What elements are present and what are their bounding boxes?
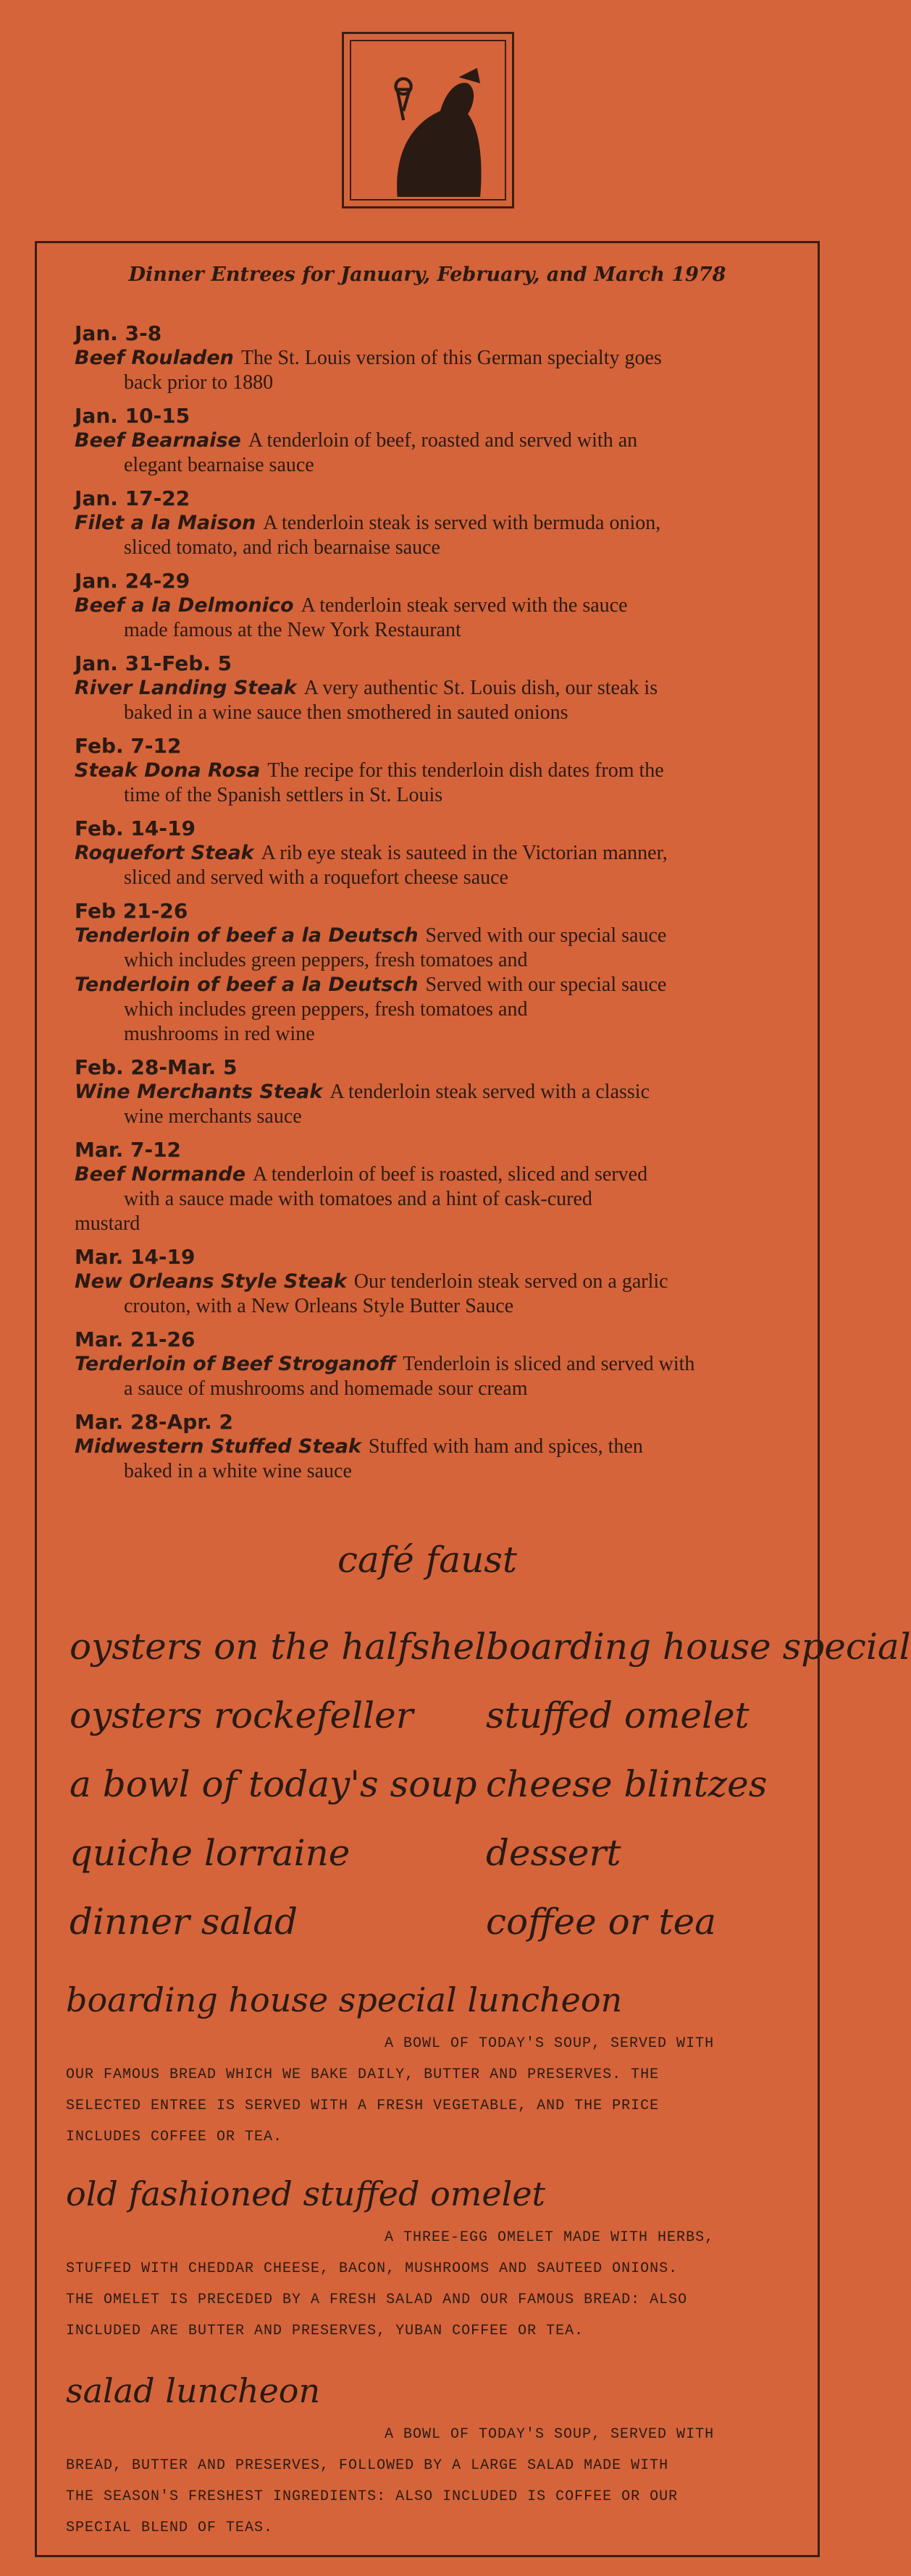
dish-desc: mushrooms in red wine bbox=[124, 1023, 315, 1045]
entry bbox=[75, 321, 799, 395]
special-title: old fashioned stuffed omelet bbox=[66, 2174, 546, 2213]
logo-frame bbox=[350, 40, 506, 200]
dish-name: Tenderloin of beef a la Deutsch bbox=[75, 924, 419, 947]
dish-desc: Our tenderloin steak served on a garlic bbox=[353, 1270, 668, 1293]
waiter-logo-icon bbox=[351, 41, 505, 199]
dish-name: New Orleans Style Steak bbox=[75, 1270, 347, 1293]
dish-name: Beef Rouladen bbox=[75, 347, 234, 369]
special-text: A BOWL OF TODAY'S SOUP, SERVED WITH bbox=[385, 2035, 715, 2052]
cafe-item: dessert bbox=[486, 1832, 621, 1874]
entry bbox=[75, 1055, 799, 1129]
dinner-title: Dinner Entrees for January, February, and March 1978 bbox=[128, 263, 726, 286]
cafe-item: boarding house special bbox=[486, 1626, 911, 1668]
dish-name: Terderloin of Beef Stroganoff bbox=[75, 1353, 396, 1375]
dish-desc: made famous at the New York Restaurant bbox=[124, 619, 461, 641]
dish-desc: A tenderloin steak is served with bermuda onion, bbox=[263, 512, 661, 534]
dish-desc: which includes green peppers, fresh tomatoes and bbox=[124, 998, 528, 1021]
special-title: boarding house special luncheon bbox=[66, 1980, 623, 2019]
entry bbox=[75, 816, 799, 890]
entry-date: Jan. 24-29 bbox=[75, 569, 190, 593]
entry-date: Jan. 31-Feb. 5 bbox=[75, 651, 232, 675]
entry-date: Mar. 21-26 bbox=[75, 1327, 196, 1351]
dish-desc: a sauce of mushrooms and homemade sour cream bbox=[124, 1377, 528, 1400]
dish-name: Midwestern Stuffed Steak bbox=[75, 1435, 361, 1458]
special-text: OUR FAMOUS BREAD WHICH WE BAKE DAILY, BUTTER AND PRESERVES. THE bbox=[66, 2066, 660, 2083]
dish-desc: elegant bearnaise sauce bbox=[124, 454, 314, 476]
entry bbox=[75, 404, 799, 478]
dish-desc: A rib eye steak is sauteed in the Victorian manner, bbox=[261, 842, 668, 864]
dish-desc: The St. Louis version of this German specialty goes bbox=[240, 347, 662, 369]
entry-date: Mar. 28-Apr. 2 bbox=[75, 1410, 233, 1434]
dish-name: Roquefort Steak bbox=[75, 842, 254, 864]
entry bbox=[75, 1327, 799, 1401]
dish-desc: sliced tomato, and rich bearnaise sauce bbox=[124, 536, 440, 559]
entry-date: Mar. 7-12 bbox=[75, 1138, 182, 1162]
special-text: STUFFED WITH CHEDDAR CHEESE, BACON, MUSHROOMS AND SAUTEED ONIONS. bbox=[66, 2260, 679, 2277]
entry-date: Feb. 28-Mar. 5 bbox=[75, 1055, 238, 1079]
entry-date: Feb. 14-19 bbox=[75, 816, 196, 840]
dish-desc: Served with our special sauce bbox=[425, 924, 667, 947]
cafe-item: coffee or tea bbox=[486, 1901, 716, 1943]
entry-date: Feb. 7-12 bbox=[75, 734, 182, 758]
dish-name: Filet a la Maison bbox=[75, 512, 256, 534]
entry bbox=[75, 651, 799, 725]
dish-desc: back prior to 1880 bbox=[124, 371, 274, 394]
special-text: INCLUDED ARE BUTTER AND PRESERVES, YUBAN COFFEE OR TEA. bbox=[66, 2323, 584, 2339]
dish-name: Beef a la Delmonico bbox=[75, 594, 294, 617]
dish-name: Beef Normande bbox=[75, 1163, 246, 1186]
entry bbox=[75, 1245, 799, 1319]
cafe-title: café faust bbox=[337, 1539, 518, 1581]
dish-desc: A tenderloin of beef, roasted and served with an bbox=[248, 429, 638, 452]
entry bbox=[75, 486, 799, 560]
entry-date: Jan. 3-8 bbox=[75, 321, 162, 345]
entry bbox=[75, 1138, 799, 1236]
special-desc bbox=[66, 2028, 797, 2153]
dish-desc: wine merchants sauce bbox=[124, 1105, 302, 1128]
entry bbox=[75, 734, 799, 808]
special-desc bbox=[66, 2222, 797, 2347]
cafe-item: a bowl of today's soup bbox=[70, 1763, 477, 1805]
entry-date: Feb 21-26 bbox=[75, 899, 188, 923]
dish-desc: The recipe for this tenderloin dish dates from the bbox=[267, 759, 664, 782]
dish-name: Wine Merchants Steak bbox=[75, 1081, 323, 1103]
special-text: SPECIAL BLEND OF TEAS. bbox=[66, 2520, 274, 2536]
special-text: THE OMELET IS PRECEDED BY A FRESH SALAD AND OUR FAMOUS BREAD: ALSO bbox=[66, 2292, 688, 2308]
dinner-entries bbox=[75, 321, 799, 1492]
special-text: SELECTED ENTREE IS SERVED WITH A FRESH VEGETABLE, AND THE PRICE bbox=[66, 2098, 660, 2114]
dish-desc: sliced and served with a roquefort cheese sauce bbox=[124, 866, 508, 889]
dish-name: River Landing Steak bbox=[75, 677, 297, 699]
dish-desc: time of the Spanish settlers in St. Louis bbox=[124, 784, 443, 806]
cafe-item: quiche lorraine bbox=[70, 1832, 350, 1874]
entry bbox=[75, 569, 799, 643]
entry bbox=[75, 1410, 799, 1484]
dish-desc: A very authentic St. Louis dish, our steak is bbox=[303, 677, 658, 699]
special-desc bbox=[66, 2419, 797, 2543]
cafe-item: cheese blintzes bbox=[486, 1763, 768, 1805]
dish-desc: with a sauce made with tomatoes and a hint of cask-cured bbox=[124, 1188, 592, 1210]
special-text: BREAD, BUTTER AND PRESERVES, FOLLOWED BY A LARGE SALAD MADE WITH bbox=[66, 2457, 669, 2474]
entry-date: Jan. 10-15 bbox=[75, 404, 190, 428]
dish-desc: mustard bbox=[75, 1212, 140, 1235]
special-title: salad luncheon bbox=[66, 2371, 321, 2410]
special-text: INCLUDES COFFEE OR TEA. bbox=[66, 2129, 283, 2145]
dish-desc: which includes green peppers, fresh tomatoes and bbox=[124, 949, 528, 971]
dish-desc: Tenderloin is sliced and served with bbox=[403, 1353, 695, 1375]
dish-name: Steak Dona Rosa bbox=[75, 759, 261, 782]
menu-frame bbox=[35, 241, 911, 2557]
cafe-item: stuffed omelet bbox=[486, 1694, 750, 1736]
cafe-item: oysters rockefeller bbox=[70, 1694, 413, 1736]
logo bbox=[342, 32, 514, 208]
dish-name: Tenderloin of beef a la Deutsch bbox=[75, 974, 419, 996]
entry bbox=[75, 899, 799, 1047]
dish-desc: crouton, with a New Orleans Style Butter Sauce bbox=[124, 1295, 514, 1317]
cafe-item: oysters on the halfshell bbox=[70, 1626, 498, 1668]
special-text: A THREE-EGG OMELET MADE WITH HERBS, bbox=[385, 2229, 715, 2246]
dish-desc: A tenderloin of beef is roasted, sliced and served bbox=[253, 1163, 648, 1186]
dish-desc: baked in a wine sauce then smothered in sauted onions bbox=[124, 701, 568, 724]
cafe-item: dinner salad bbox=[70, 1901, 298, 1943]
dish-desc: Stuffed with ham and spices, then bbox=[368, 1435, 643, 1458]
dish-desc: Served with our special sauce bbox=[425, 974, 667, 996]
dish-name: Beef Bearnaise bbox=[75, 429, 241, 452]
special-text: A BOWL OF TODAY'S SOUP, SERVED WITH bbox=[385, 2426, 715, 2443]
entry-date: Jan. 17-22 bbox=[75, 486, 190, 510]
dish-desc: baked in a white wine sauce bbox=[124, 1460, 352, 1482]
entry-date: Mar. 14-19 bbox=[75, 1245, 196, 1269]
special-text: THE SEASON'S FRESHEST INGREDIENTS: ALSO INCLUDED IS COFFEE OR OUR bbox=[66, 2488, 679, 2505]
dish-desc: A tenderloin steak served with a classic bbox=[329, 1081, 650, 1103]
dish-desc: A tenderloin steak served with the sauce bbox=[301, 594, 628, 617]
